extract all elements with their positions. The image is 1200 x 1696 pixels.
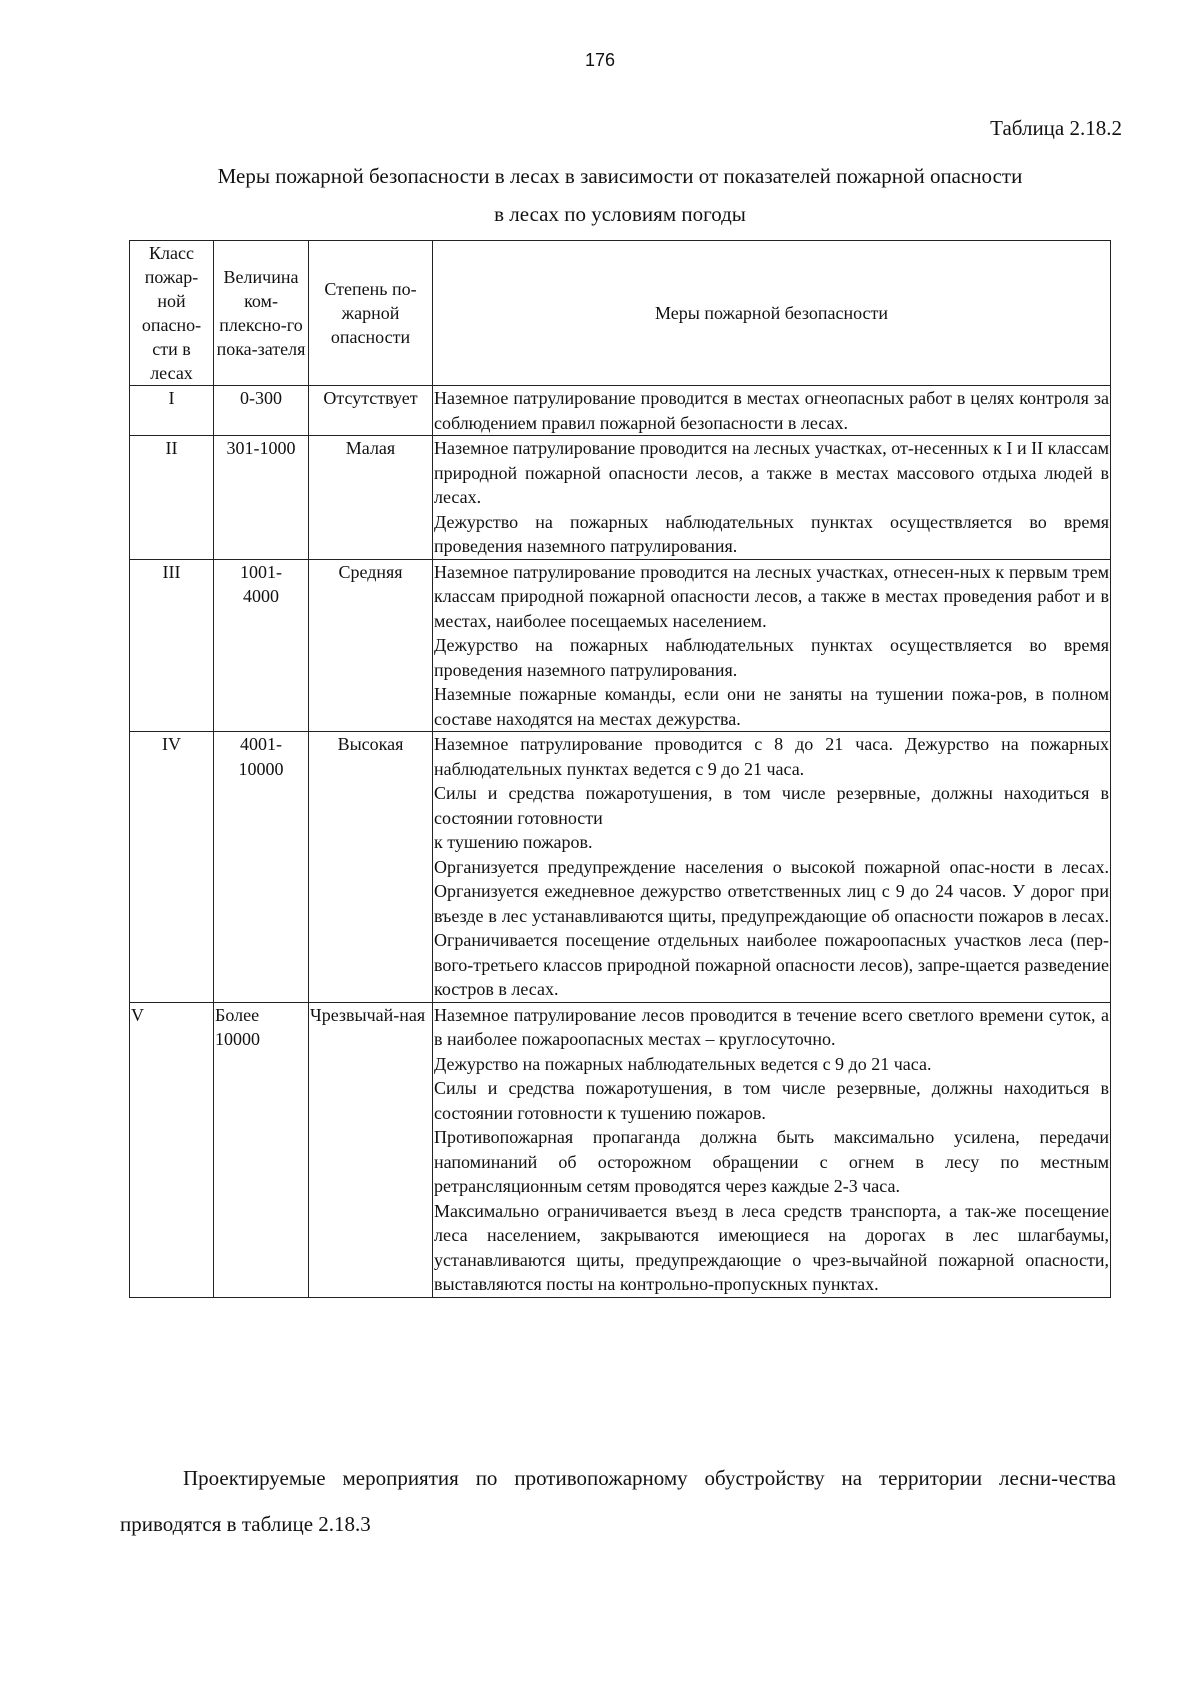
measure-paragraph: Организуется предупреждение населения о высокой пожарной опас-ности в лесах. Организуется ежедневное дежурство ответственных лиц с 9 до 24 часов. У дорог при въезде в лес устанавливаются щиты, предупреждающие об опасности пожаров в лесах. Ограничивается посещение отдельных наиболее пожароопасных участков леса (пер-вого-третьего классов природной пожарной опасности лесов), запре-щается разведение костров в лесах. xyxy=(434,856,1109,999)
row-value: 0-300 xyxy=(214,386,309,436)
row-class: V xyxy=(130,1002,214,1297)
table-header-row xyxy=(130,241,1111,386)
measure-paragraph: Силы и средства пожаротушения, в том числе резервные, должны находиться в состоянии готовности к тушению пожаров. xyxy=(434,1078,1109,1123)
table-row xyxy=(130,732,1111,1003)
measure-paragraph: к тушению пожаров. xyxy=(434,832,593,852)
measure-paragraph: Наземные пожарные команды, если они не заняты на тушении пожа-ров, в полном составе находятся на местах дежурства. xyxy=(434,684,1109,729)
measure-paragraph: Наземное патрулирование проводится на лесных участках, отнесен-ных к первым трем классам природной пожарной опасности лесов, а также в местах проведения работ и в местах, наиболее посещаемых населением. xyxy=(434,561,1109,631)
row-measures xyxy=(433,732,1111,1003)
row-measures xyxy=(433,559,1111,732)
table-row xyxy=(130,559,1111,732)
table-row xyxy=(130,386,1111,436)
row-class: IV xyxy=(130,732,214,1003)
footer-paragraph: Проектируемые мероприятия по противопожарному обустройству на территории лесни-чества приводятся в таблице 2.18.3 xyxy=(120,1466,1116,1536)
row-degree: Чрезвычай-ная xyxy=(309,1002,433,1297)
header-class: Класс пожар-ной опасно-сти в лесах xyxy=(130,241,214,386)
row-degree: Высокая xyxy=(309,732,433,1003)
row-degree: Малая xyxy=(309,436,433,560)
fire-safety-table xyxy=(129,240,1111,1298)
measure-paragraph: Дежурство на пожарных наблюдательных ведется с 9 до 21 часа. xyxy=(434,1053,932,1074)
measure-paragraph: Наземное патрулирование проводится с 8 до 21 часа. Дежурство на пожарных наблюдательных пунктах ведется с 9 до 21 часа. xyxy=(434,734,1109,779)
header-measures: Меры пожарной безопасности xyxy=(433,241,1111,386)
measure-paragraph: Дежурство на пожарных наблюдательных пунктах осуществляется во время проведения наземного патрулирования. xyxy=(434,511,1109,556)
row-measures xyxy=(433,436,1111,560)
row-value: 4001-10000 xyxy=(214,732,309,1003)
page-number: 176 xyxy=(584,50,616,70)
row-value: 301-1000 xyxy=(214,436,309,560)
row-degree: Отсутствует xyxy=(309,386,433,436)
measure-paragraph: Максимально ограничивается въезд в леса средств транспорта, а так-же посещение леса населением, закрываются имеющиеся на дорогах в лес шлагбаумы, устанавливаются щиты, предупреждающие о чрез-вычайной пожарной опасности, выставляются посты на контрольно-пропускных пунктах. xyxy=(434,1200,1109,1294)
row-measures xyxy=(433,1002,1111,1297)
measure-paragraph: Наземное патрулирование проводится на лесных участках, от-несенных к I и II классам природной пожарной опасности лесов, а также в местах массового отдыха людей в лесах. xyxy=(434,438,1109,507)
row-value: Более 10000 xyxy=(214,1002,309,1297)
measure-paragraph: Силы и средства пожаротушения, в том числе резервные, должны находиться в состоянии готовности xyxy=(434,783,1109,828)
table-label: Таблица 2.18.2 xyxy=(990,116,1122,140)
row-degree: Средняя xyxy=(309,559,433,732)
table-row xyxy=(130,1002,1111,1297)
header-degree: Степень по-жарной опасности xyxy=(309,241,433,386)
row-measures xyxy=(433,386,1111,436)
table-row xyxy=(130,436,1111,560)
caption-line-1: Меры пожарной безопасности в лесах в зависимости от показателей пожарной опасности xyxy=(217,164,1023,188)
table-caption xyxy=(120,157,1120,233)
measure-paragraph: Наземное патрулирование проводится в местах огнеопасных работ в целях контроля за соблюдением правил пожарной безопасности в лесах. xyxy=(434,388,1109,433)
row-class: I xyxy=(130,386,214,436)
row-class: III xyxy=(130,559,214,732)
row-class: II xyxy=(130,436,214,560)
measure-paragraph: Дежурство на пожарных наблюдательных пунктах осуществляется во время проведения наземного патрулирования. xyxy=(434,635,1109,680)
row-value: 1001-4000 xyxy=(214,559,309,732)
header-value: Величина ком-плексно-го пока-зателя xyxy=(214,241,309,386)
measure-paragraph: Противопожарная пропаганда должна быть максимально усилена, передачи напоминаний об осторожном обращении с огнем в лесу по местным ретрансляционным сетям проводятся через каждые 2-3 часа. xyxy=(434,1127,1109,1196)
caption-line-2: в лесах по условиям погоды xyxy=(494,202,746,226)
measure-paragraph: Наземное патрулирование лесов проводится в течение всего светлого времени суток, а в наиболее пожароопасных местах – круглосуточно. xyxy=(434,1004,1109,1049)
